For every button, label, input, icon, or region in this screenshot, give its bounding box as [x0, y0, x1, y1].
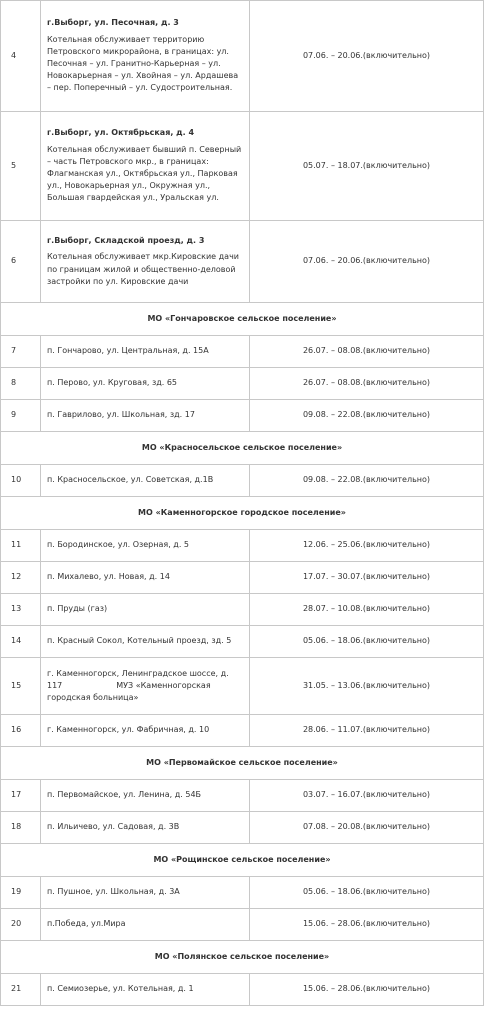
boiler-address-cell — [41, 112, 250, 221]
boiler-description: п. Красносельское, ул. Советская, д.1В — [47, 475, 214, 485]
boiler-address-cell — [41, 626, 250, 658]
schedule-table-body — [1, 1, 484, 1006]
boiler-address-cell — [41, 400, 250, 432]
row-number: 21 — [1, 974, 41, 1006]
shutdown-dates: 07.06. – 20.06.(включительно) — [250, 221, 484, 303]
shutdown-dates: 03.07. – 16.07.(включительно) — [250, 780, 484, 812]
boiler-description: п. Гончарово, ул. Центральная, д. 15А — [47, 346, 209, 356]
boiler-address-title: г.Выборг, ул. Октябрьская, д. 4 — [47, 128, 195, 138]
shutdown-dates: 26.07. – 08.08.(включительно) — [250, 336, 484, 368]
boiler-description: п. Первомайское, ул. Ленина, д. 54Б — [47, 790, 202, 800]
boiler-address-cell — [41, 221, 250, 303]
table-row — [1, 626, 484, 658]
section-header-row — [1, 432, 484, 465]
boiler-address-cell — [41, 877, 250, 909]
table-row — [1, 715, 484, 747]
boiler-address-cell — [41, 336, 250, 368]
boiler-description: г. Каменногорск, ул. Фабричная, д. 10 — [47, 725, 210, 735]
boiler-address-cell — [41, 594, 250, 626]
table-row — [1, 594, 484, 626]
section-title: МО «Первомайское сельское поселение» — [1, 747, 484, 780]
boiler-address-cell — [41, 812, 250, 844]
row-number: 13 — [1, 594, 41, 626]
row-number: 12 — [1, 562, 41, 594]
table-row — [1, 812, 484, 844]
boiler-address-cell — [41, 368, 250, 400]
shutdown-dates: 12.06. – 25.06.(включительно) — [250, 530, 484, 562]
boiler-description: Котельная обслуживает территорию Петровского микрорайона, в границах: ул. Песочная – ул. Гранитно-Карьерная – ул. Новокарьерная – ул. Хвойная – ул. Ардашева – пер. Поперечный – ул. Судостроительная. — [47, 34, 239, 93]
boiler-address-cell — [41, 465, 250, 497]
table-row — [1, 400, 484, 432]
table-row — [1, 530, 484, 562]
table-row — [1, 112, 484, 221]
section-header-row — [1, 497, 484, 530]
row-number: 7 — [1, 336, 41, 368]
row-number: 14 — [1, 626, 41, 658]
row-number: 4 — [1, 1, 41, 112]
boiler-description: п. Пруды (газ) — [47, 604, 108, 614]
boiler-address-title: г.Выборг, ул. Песочная, д. 3 — [47, 18, 179, 28]
boiler-address-cell — [41, 974, 250, 1006]
shutdown-dates: 17.07. – 30.07.(включительно) — [250, 562, 484, 594]
shutdown-dates: 05.06. – 18.06.(включительно) — [250, 877, 484, 909]
table-row — [1, 336, 484, 368]
boiler-description: Котельная обслуживает бывший п. Северный – часть Петровского мкр., в границах: Флагманская ул., Октябрьская ул., Парковая ул., Новокарьерная ул., Окружная ул., Большая гвардейская ул., Уральская ул. — [47, 144, 242, 203]
boiler-address-cell — [41, 658, 250, 715]
row-number: 15 — [1, 658, 41, 715]
table-row — [1, 1, 484, 112]
shutdown-dates: 28.06. – 11.07.(включительно) — [250, 715, 484, 747]
boiler-description: п. Гаврилово, ул. Школьная, зд. 17 — [47, 410, 195, 420]
shutdown-dates: 05.07. – 18.07.(включительно) — [250, 112, 484, 221]
row-number: 16 — [1, 715, 41, 747]
table-row — [1, 562, 484, 594]
boiler-description: п. Пушное, ул. Школьная, д. 3А — [47, 887, 180, 897]
boiler-description: п. Красный Сокол, Котельный проезд, зд. 5 — [47, 636, 232, 646]
boiler-address-cell — [41, 780, 250, 812]
shutdown-dates: 15.06. – 28.06.(включительно) — [250, 974, 484, 1006]
section-header-row — [1, 303, 484, 336]
row-number: 10 — [1, 465, 41, 497]
shutdown-dates: 09.08. – 22.08.(включительно) — [250, 465, 484, 497]
boiler-address-cell — [41, 562, 250, 594]
section-title: МО «Рощинское сельское поселение» — [1, 844, 484, 877]
boiler-address-title: г.Выборг, Складской проезд, д. 3 — [47, 236, 205, 246]
section-title: МО «Каменногорское городское поселение» — [1, 497, 484, 530]
row-number: 6 — [1, 221, 41, 303]
row-number: 17 — [1, 780, 41, 812]
shutdown-dates: 07.06. – 20.06.(включительно) — [250, 1, 484, 112]
boiler-description: п. Михалево, ул. Новая, д. 14 — [47, 572, 170, 582]
boiler-description: Котельная обслуживает мкр.Кировские дачи по границам жилой и общественно-деловой застройки по ул. Кировские дачи — [47, 252, 240, 286]
table-row — [1, 465, 484, 497]
boiler-description: п. Перово, ул. Круговая, зд. 65 — [47, 378, 178, 388]
row-number: 9 — [1, 400, 41, 432]
section-header-row — [1, 747, 484, 780]
boiler-address-cell — [41, 715, 250, 747]
shutdown-dates: 31.05. – 13.06.(включительно) — [250, 658, 484, 715]
table-row — [1, 974, 484, 1006]
table-row — [1, 780, 484, 812]
shutdown-dates: 26.07. – 08.08.(включительно) — [250, 368, 484, 400]
shutdown-dates: 28.07. – 10.08.(включительно) — [250, 594, 484, 626]
boiler-description: п.Победа, ул.Мира — [47, 919, 126, 929]
section-title: МО «Гончаровское сельское поселение» — [1, 303, 484, 336]
boiler-address-cell — [41, 530, 250, 562]
section-header-row — [1, 844, 484, 877]
row-number: 5 — [1, 112, 41, 221]
boiler-description: п. Ильичево, ул. Садовая, д. 3В — [47, 822, 180, 832]
boiler-description: п. Семиозерье, ул. Котельная, д. 1 — [47, 984, 194, 994]
table-row — [1, 658, 484, 715]
row-number: 8 — [1, 368, 41, 400]
row-number: 18 — [1, 812, 41, 844]
shutdown-dates: 05.06. – 18.06.(включительно) — [250, 626, 484, 658]
shutdown-dates: 07.08. – 20.08.(включительно) — [250, 812, 484, 844]
table-row — [1, 909, 484, 941]
table-row — [1, 221, 484, 303]
row-number: 20 — [1, 909, 41, 941]
row-number: 11 — [1, 530, 41, 562]
row-number: 19 — [1, 877, 41, 909]
shutdown-dates: 15.06. – 28.06.(включительно) — [250, 909, 484, 941]
table-row — [1, 877, 484, 909]
boiler-address: г. Каменногорск, Ленинградское шоссе, д. 117 — [47, 668, 229, 690]
section-header-row — [1, 941, 484, 974]
boiler-institution: МУЗ «Каменногорская городская больница» — [47, 680, 211, 703]
boiler-address-cell — [41, 909, 250, 941]
section-title: МО «Полянское сельское поселение» — [1, 941, 484, 974]
boiler-address-cell — [41, 1, 250, 112]
boiler-description: п. Бородинское, ул. Озерная, д. 5 — [47, 540, 189, 550]
table-row — [1, 368, 484, 400]
section-title: МО «Красносельское сельское поселение» — [1, 432, 484, 465]
shutdown-dates: 09.08. – 22.08.(включительно) — [250, 400, 484, 432]
